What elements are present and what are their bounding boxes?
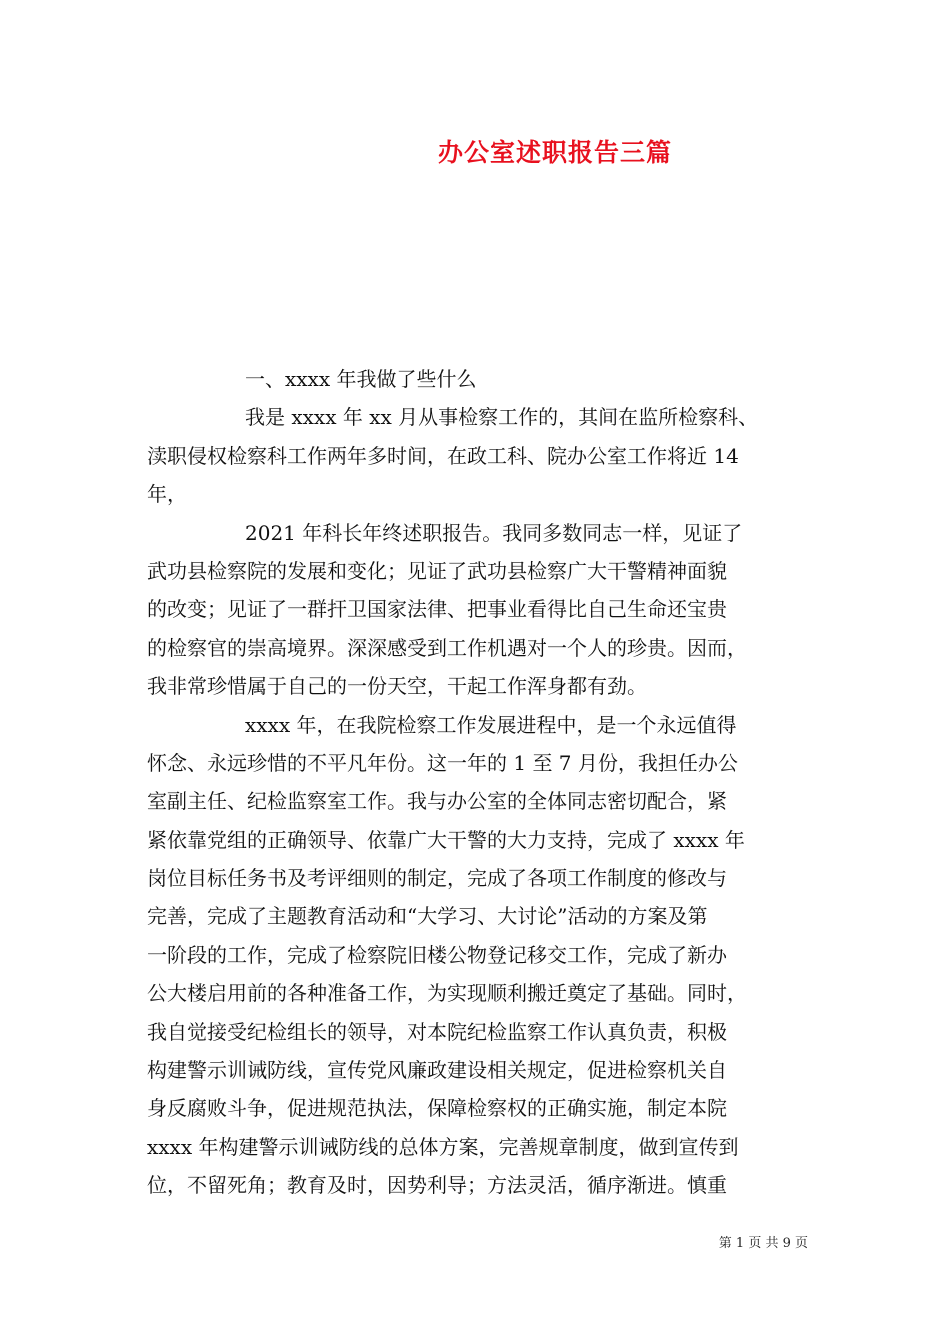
paragraph-line: xxxx 年构建警示训诫防线的总体方案，完善规章制度，做到宣传到: [147, 1134, 739, 1159]
paragraph-line: 武功县检察院的发展和变化；见证了武功县检察广大干警精神面貌: [147, 558, 727, 583]
paragraph-line: 我非常珍惜属于自己的一份天空，干起工作浑身都有劲。: [147, 674, 647, 699]
paragraph-line: 构建警示训诫防线，宣传党风廉政建设相关规定，促进检察机关自: [147, 1058, 727, 1083]
paragraph-line: 我自觉接受纪检组长的领导，对本院纪检监察工作认真负责，积极: [147, 1019, 727, 1044]
paragraph-line: 我是 xxxx 年 xx 月从事检察工作的，其间在监所检察科、: [245, 405, 759, 430]
paragraph-line: 年，: [147, 482, 187, 507]
paragraph-line: 2021 年科长年终述职报告。我同多数同志一样，见证了: [245, 520, 743, 545]
section-heading: 一、xxxx 年我做了些什么: [245, 367, 477, 391]
page-footer: 第 1 页 共 9 页: [718, 1236, 808, 1251]
paragraph-line: xxxx 年，在我院检察工作发展进程中，是一个永远值得: [245, 712, 737, 737]
paragraph-line: 怀念、永远珍惜的不平凡年份。这一年的 1 至 7 月份，我担任办公: [147, 750, 738, 775]
paragraph-line: 室副主任、纪检监察室工作。我与办公室的全体同志密切配合，紧: [147, 789, 727, 814]
paragraph-line: 一阶段的工作，完成了检察院旧楼公物登记移交工作，完成了新办: [147, 942, 727, 967]
paragraph-line: 位，不留死角；教育及时，因势利导；方法灵活，循序渐进。慎重: [147, 1173, 727, 1198]
paragraph-line: 的改变；见证了一群扞卫国家法律、把事业看得比自己生命还宝贵: [147, 597, 727, 622]
paragraph-line: 紧依靠党组的正确领导、依靠广大干警的大力支持，完成了 xxxx 年: [147, 827, 745, 852]
paragraph-line: 身反腐败斗争，促进规范执法，保障检察权的正确实施，制定本院: [147, 1096, 727, 1121]
paragraph-line: 岗位目标任务书及考评细则的制定，完成了各项工作制度的修改与: [147, 866, 727, 891]
document-body: [147, 360, 807, 1205]
paragraph-line: 的检察官的崇高境界。深深感受到工作机遇对一个人的珍贵。因而，: [147, 635, 747, 660]
paragraph-line: 公大楼启用前的各种准备工作，为实现顺利搬迁奠定了基础。同时，: [147, 981, 747, 1006]
page-title: 办公室述职报告三篇: [437, 138, 672, 167]
paragraph-line: 完善，完成了主题教育活动和“大学习、大讨论”活动的方案及第: [147, 904, 708, 929]
paragraph-line: 渎职侵权检察科工作两年多时间，在政工科、院办公室工作将近 14: [147, 443, 739, 468]
